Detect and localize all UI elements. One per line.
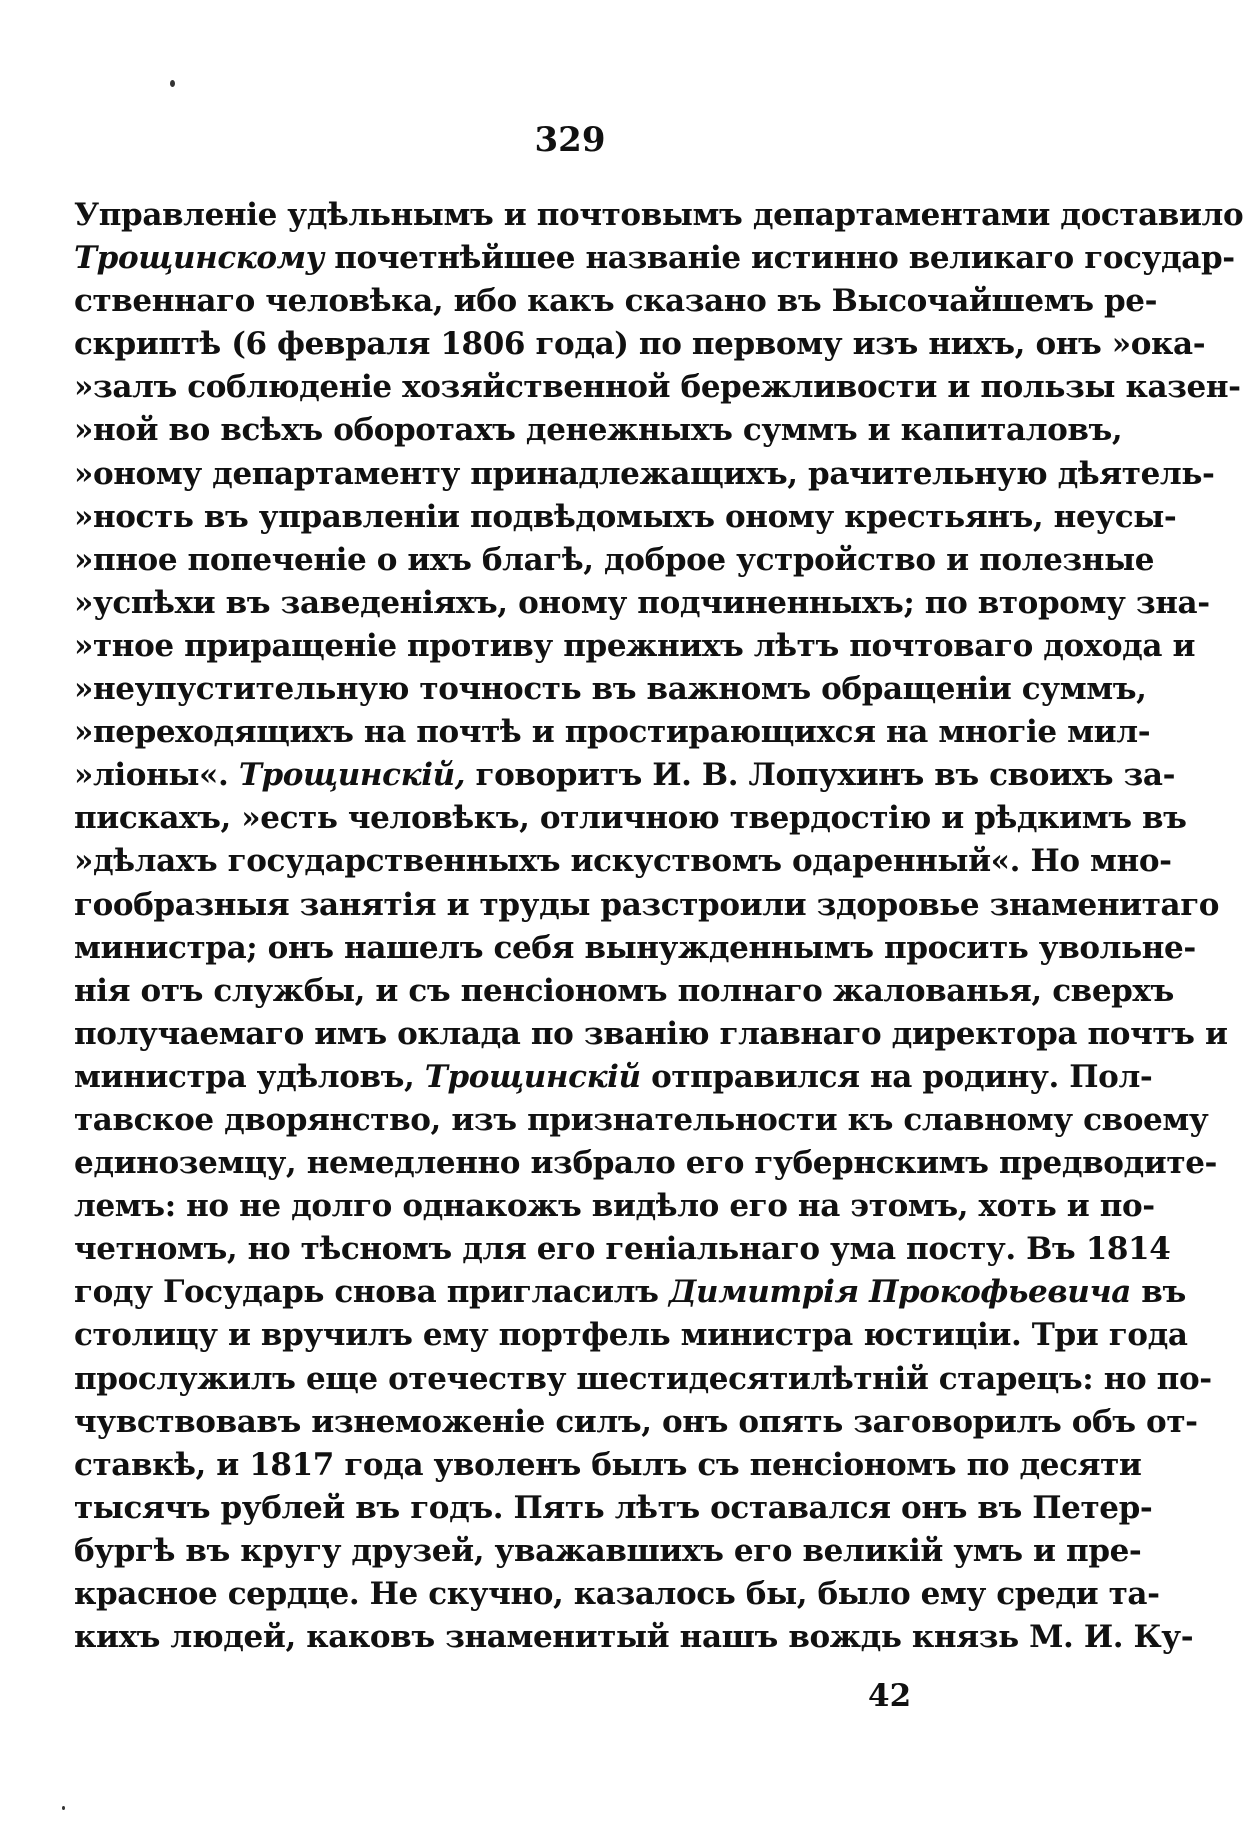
- text-line: [74, 1487, 1153, 1530]
- text-run: гообразныя занятія и труды разстроили здоровье знаменитаго: [74, 886, 1220, 923]
- text-run: »ной во всѣхъ оборотахъ денежныхъ суммъ и капиталовъ,: [74, 412, 1123, 449]
- ink-speck: [62, 1806, 65, 1810]
- text-run: тавское дворянство, изъ признательности къ славному своему: [74, 1101, 1209, 1138]
- text-run: почетнѣйшее названіе истинно великаго государ-: [323, 240, 1235, 277]
- page-number: 329: [534, 120, 606, 160]
- text-run: Управленіе удѣльнымъ и почтовымъ департаментами доставило: [74, 197, 1243, 233]
- text-run: ставкѣ, и 1817 года уволенъ былъ съ пенсіономъ по десяти: [74, 1446, 1142, 1483]
- text-line: [74, 1401, 1198, 1444]
- name-italic: Трощинскій,: [238, 757, 466, 794]
- text-run: »переходящихъ на почтѣ и простирающихся на многіе мил-: [74, 714, 1151, 751]
- text-run: отправился на родину. Пол-: [640, 1058, 1153, 1095]
- text-line: [74, 840, 1172, 883]
- text-line: [74, 1099, 1209, 1142]
- name-italic: Трощинскому: [74, 240, 324, 277]
- text-run: въ: [1130, 1274, 1186, 1311]
- text-line: [74, 1314, 1188, 1357]
- name-italic: Димитрія Прокофьевича: [668, 1274, 1131, 1311]
- text-line: [74, 1228, 1171, 1271]
- text-line: [74, 323, 1206, 366]
- text-run: министра; онъ нашелъ себя вынужденнымъ просить увольне-: [74, 929, 1196, 966]
- text-run: пискахъ, »есть человѣкъ, отличною твердостію и рѣдкимъ въ: [74, 800, 1187, 837]
- text-line: [74, 1013, 1228, 1056]
- text-run: »ность въ управленіи подвѣдомыхъ оному крестьянъ, неусы-: [74, 498, 1177, 535]
- text-run: нія отъ службы, и съ пенсіономъ полнаго жалованья, сверхъ: [74, 972, 1174, 1009]
- text-line: [74, 1056, 1153, 1099]
- text-run: столицу и вручилъ ему портфель министра юстиціи. Три года: [74, 1317, 1188, 1354]
- ink-speck: [170, 80, 175, 87]
- body-text: [74, 194, 1243, 1659]
- text-run: единоземцу, немедленно избрало его губернскимъ предводите-: [74, 1145, 1217, 1182]
- text-run: кихъ людей, каковъ знаменитый нашъ вождь князь М. И. Ку-: [74, 1619, 1194, 1656]
- text-line: [74, 625, 1196, 668]
- text-line: [74, 1444, 1142, 1487]
- text-run: чувствовавъ изнеможеніе силъ, онъ опять заговорилъ объ от-: [74, 1403, 1198, 1440]
- text-line: [74, 970, 1174, 1013]
- text-line: [74, 1530, 1142, 1573]
- text-line: [74, 797, 1187, 840]
- text-line: [74, 366, 1241, 409]
- text-run: лемъ: но не долго однакожъ видѣло его на этомъ, хоть и по-: [74, 1188, 1155, 1225]
- text-run: »неупустительную точность въ важномъ обращеніи суммъ,: [74, 671, 1147, 708]
- text-line: [74, 582, 1210, 625]
- text-run: »оному департаменту принадлежащихъ, рачительную дѣятель-: [74, 455, 1215, 492]
- text-run: министра удѣловъ,: [74, 1058, 425, 1095]
- text-run: году Государь снова пригласилъ: [74, 1274, 669, 1311]
- text-line: [74, 237, 1235, 280]
- text-run: ственнаго человѣка, ибо какъ сказано въ Высочайшемъ ре-: [74, 283, 1158, 320]
- text-run: скриптѣ (6 февраля 1806 года) по первому изъ нихъ, онъ »ока-: [74, 326, 1206, 363]
- text-line: [74, 496, 1177, 539]
- text-line: [74, 1358, 1212, 1401]
- text-line: [74, 668, 1147, 711]
- text-line: [74, 194, 1243, 237]
- text-line: [74, 280, 1158, 323]
- name-italic: Трощинскій: [424, 1058, 641, 1095]
- text-run: получаемаго имъ оклада по званію главнаго директора почтъ и: [74, 1015, 1228, 1052]
- text-run: »тное приращеніе противу прежнихъ лѣтъ почтоваго дохода и: [74, 627, 1196, 664]
- text-run: говоритъ И. В. Лопухинъ въ своихъ за-: [465, 757, 1176, 794]
- text-run: прослужилъ еще отечеству шестидесятилѣтній старецъ: но по-: [74, 1360, 1212, 1397]
- text-line: [74, 1616, 1194, 1659]
- text-line: [74, 1185, 1155, 1228]
- text-run: бургѣ въ кругу друзей, уважавшихъ его великій умъ и пре-: [74, 1532, 1142, 1569]
- signature-mark: 42: [868, 1678, 912, 1714]
- text-run: »ліоны«.: [74, 757, 239, 794]
- text-line: [74, 711, 1151, 754]
- text-line: [74, 1142, 1217, 1185]
- text-run: »пное попеченіе о ихъ благѣ, доброе устройство и полезные: [74, 541, 1155, 578]
- text-line: [74, 453, 1215, 496]
- text-run: четномъ, но тѣсномъ для его геніальнаго ума посту. Въ 1814: [74, 1231, 1171, 1268]
- text-line: [74, 409, 1123, 452]
- text-run: »залъ соблюденіе хозяйственной бережливости и пользы казен-: [74, 369, 1241, 406]
- text-run: »успѣхи въ заведеніяхъ, оному подчиненныхъ; по второму зна-: [74, 584, 1210, 621]
- text-line: [74, 927, 1196, 970]
- text-run: красное сердце. Не скучно, казалось бы, было ему среди та-: [74, 1576, 1160, 1612]
- text-line: [74, 1573, 1160, 1616]
- text-run: »дѣлахъ государственныхъ искуствомъ одаренный«. Но мно-: [74, 843, 1172, 880]
- text-line: [74, 884, 1220, 927]
- text-line: [74, 539, 1155, 582]
- text-line: [74, 754, 1176, 797]
- text-line: [74, 1271, 1186, 1314]
- text-run: тысячъ рублей въ годъ. Пять лѣтъ оставался онъ въ Петер-: [74, 1489, 1153, 1526]
